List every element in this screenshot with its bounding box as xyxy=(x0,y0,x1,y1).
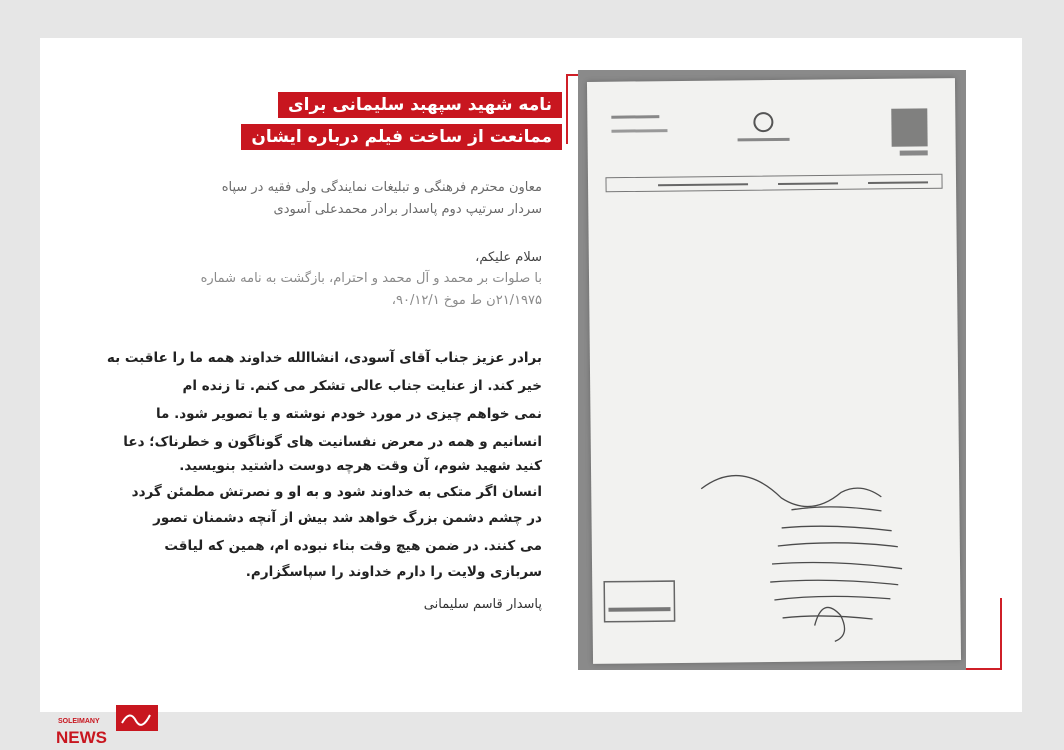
frame-line-top xyxy=(566,74,568,144)
body-line: در چشم دشمن بزرگ خواهد شد بیش از آنچه دشمنان تصور xyxy=(153,510,542,526)
letter-handwriting xyxy=(701,474,903,643)
iran-emblem-icon xyxy=(737,113,789,142)
citation-line-2: ۲۱/۱۹۷۵ن ط موخ ۹۰/۱۲/۱، xyxy=(391,293,542,308)
body-line: کنید شهید شوم، آن وقت هرچه دوست داشتید بنویسید. xyxy=(179,458,542,474)
letter-sketch xyxy=(587,78,961,664)
signature: پاسدار قاسم سلیمانی xyxy=(423,597,542,612)
body-line: برادر عزیز جناب آقای آسودی، انشاالله خداوند همه ما را عاقبت به xyxy=(106,350,542,366)
emblem-icon xyxy=(891,108,927,155)
frame-line-right xyxy=(1000,598,1002,670)
title-line-2: ممانعت از ساخت فیلم درباره ایشان xyxy=(241,124,562,150)
citation-line-1: با صلوات بر محمد و آل محمد و احترام، بازگشت به نامه شماره xyxy=(200,271,542,286)
svg-text:SOLEIMANY: SOLEIMANY xyxy=(58,718,100,725)
letter-paper xyxy=(587,78,961,664)
body-line: خیر کند. از عنایت جناب عالی تشکر می کنم. تا زنده ام xyxy=(182,378,542,394)
body-line: انسانیم و همه در معرض نفسانیت های گوناگون و خطرناک؛ دعا xyxy=(123,434,542,450)
body-line: می کنند. در ضمن هیچ وقت بناء نبوده ام، همین که لیاقت xyxy=(164,538,542,554)
soleimany-news-logo xyxy=(56,703,160,745)
stamp xyxy=(604,581,674,622)
body-line: انسان اگر متکی به خداوند شود و به او و نصرتش مطمئن گردد xyxy=(131,484,542,500)
greeting: سلام علیکم، xyxy=(475,250,542,265)
title-line-1: نامه شهید سپهبد سلیمانی برای xyxy=(278,92,562,118)
body-line: سربازی ولایت را دارم خداوند را سپاسگزارم. xyxy=(245,564,542,580)
recipient-line-1: معاون محترم فرهنگی و تبلیغات نمایندگی ولی فقیه در سپاه xyxy=(221,180,542,195)
body-line: نمی خواهم چیزی در مورد خودم نوشته و یا تصویر شود. ما xyxy=(155,406,542,422)
recipient-line-2: سردار سرتیپ دوم پاسدار برادر محمدعلی آسودی xyxy=(273,202,542,217)
svg-text:NEWS: NEWS xyxy=(56,728,107,745)
